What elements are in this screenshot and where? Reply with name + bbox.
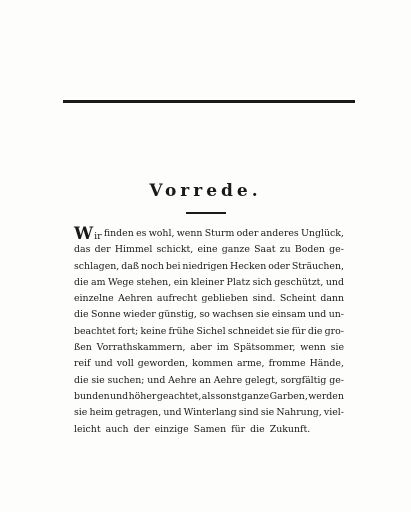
word: finden — [103, 228, 134, 239]
word: und — [325, 276, 344, 288]
word: Vorrathskammern, — [96, 342, 186, 354]
word: ganze — [241, 390, 270, 402]
word: wachsen — [212, 309, 254, 321]
word: und — [163, 407, 182, 419]
word: un- — [328, 309, 344, 321]
word: der — [133, 423, 150, 435]
word: Winterlang — [183, 407, 237, 419]
word: die — [307, 325, 323, 337]
word: ein — [173, 276, 189, 288]
word: Unglück, — [301, 228, 344, 239]
word: die — [250, 423, 265, 435]
text-line — [74, 373, 344, 389]
word: kleiner — [190, 276, 225, 288]
word: im — [216, 342, 229, 354]
top-rule — [63, 100, 355, 103]
word: Zukunft. — [269, 423, 311, 435]
word: Aehre — [213, 374, 243, 386]
text-line — [74, 389, 344, 405]
text-line — [74, 259, 344, 275]
word: sorgfältig — [280, 374, 327, 386]
word: geblieben — [201, 293, 249, 305]
word: wenn — [176, 228, 203, 239]
word: ganze — [221, 244, 250, 256]
word: Hände, — [309, 358, 344, 370]
word: der — [94, 244, 111, 256]
word: ge- — [329, 244, 344, 256]
word: einsam — [271, 309, 306, 321]
word: Aehre — [168, 374, 197, 386]
word: das — [74, 244, 91, 256]
word: Sturm — [204, 228, 235, 239]
text-line — [74, 340, 344, 356]
word: sind — [238, 407, 259, 419]
word: ge- — [329, 374, 344, 386]
word: ßen — [74, 342, 92, 354]
word: oder — [268, 260, 290, 272]
word: geworden, — [137, 358, 189, 370]
word: und — [110, 390, 129, 402]
word: sie — [276, 325, 290, 337]
text-line — [74, 422, 344, 438]
word: schlagen, — [74, 260, 120, 272]
word: wohl, — [148, 228, 175, 239]
word: viel- — [323, 407, 344, 419]
word: für — [291, 325, 306, 337]
word: Himmel — [114, 244, 153, 256]
word: getragen, — [115, 407, 162, 419]
word: Scheint — [279, 293, 316, 305]
word: die — [74, 309, 89, 321]
word: kommen — [192, 358, 233, 370]
word: beachtet — [74, 325, 116, 337]
word: gelegt, — [245, 374, 278, 386]
word: daß — [121, 260, 140, 272]
drop-initial: W — [74, 224, 94, 244]
word: aber — [190, 342, 212, 354]
word: einzelne — [74, 293, 114, 305]
word: arme, — [236, 358, 265, 370]
word: und — [147, 374, 166, 386]
word: Platz — [226, 276, 251, 288]
word: oder — [236, 228, 259, 239]
word: für — [231, 423, 246, 435]
word: sind. — [252, 293, 276, 305]
word: fromme — [268, 358, 306, 370]
word: sie — [74, 407, 88, 419]
word: wieder — [123, 309, 156, 321]
word: Wege — [108, 276, 134, 288]
text-line — [74, 226, 344, 242]
text-line — [74, 291, 344, 307]
word: einzige — [154, 423, 189, 435]
word: sie — [330, 342, 344, 354]
word: schickt, — [156, 244, 194, 256]
word: zu — [279, 244, 291, 256]
word: Sichel — [196, 325, 226, 337]
word: heim — [89, 407, 114, 419]
word: und — [94, 358, 113, 370]
word: werden — [308, 390, 344, 402]
text-line — [74, 307, 344, 323]
word: geschützt, — [274, 276, 324, 288]
word: Hecken — [230, 260, 267, 272]
word: anderes — [260, 228, 299, 239]
word: gro- — [324, 325, 344, 337]
word: die — [74, 276, 89, 288]
word: Aehren — [118, 293, 153, 305]
text-line — [74, 356, 344, 372]
word: Spätsommer, — [233, 342, 296, 354]
word: schneidet — [227, 325, 274, 337]
word: Sträuchen, — [291, 260, 344, 272]
word: sie — [256, 309, 270, 321]
initial-word-rest: ir — [94, 231, 102, 242]
word: auch — [105, 423, 129, 435]
word: bunden — [74, 390, 110, 402]
word: höher — [128, 390, 157, 402]
page-heading: Vorrede. — [149, 181, 262, 201]
word: dann — [320, 293, 344, 305]
word: sie — [260, 407, 275, 419]
word: frühe — [168, 325, 195, 337]
word: Sonne — [91, 309, 121, 321]
word: sich — [252, 276, 272, 288]
word: am — [91, 276, 106, 288]
word: sonst — [215, 390, 241, 402]
text-line — [74, 242, 344, 258]
word: fort; — [117, 325, 139, 337]
preface-paragraph — [74, 226, 344, 438]
word: reif — [74, 358, 91, 370]
word: geachtet, — [156, 390, 202, 402]
word: Boden — [294, 244, 325, 256]
heading-rule — [186, 212, 226, 214]
word: keine — [140, 325, 167, 337]
word: an — [199, 374, 211, 386]
word: leicht — [74, 423, 101, 435]
word — [74, 226, 102, 242]
word: niedrigen — [182, 260, 229, 272]
word: wenn — [300, 342, 326, 354]
word: günstig, — [158, 309, 197, 321]
word: eine — [197, 244, 218, 256]
word: Nahrung, — [276, 407, 322, 419]
word: Samen — [193, 423, 227, 435]
word: die — [74, 374, 89, 386]
word: es — [136, 228, 147, 239]
word: Garben, — [269, 390, 308, 402]
text-line — [74, 324, 344, 340]
word: so — [199, 309, 210, 321]
word: Saat — [254, 244, 276, 256]
word: aufrecht — [156, 293, 198, 305]
word: voll — [116, 358, 134, 370]
text-line — [74, 275, 344, 291]
word: bei — [165, 260, 181, 272]
word: suchen; — [107, 374, 145, 386]
word: als — [201, 390, 216, 402]
word: noch — [141, 260, 164, 272]
word: und — [308, 309, 327, 321]
word: sie — [91, 374, 105, 386]
text-line — [74, 405, 344, 421]
word: stehen, — [136, 276, 172, 288]
